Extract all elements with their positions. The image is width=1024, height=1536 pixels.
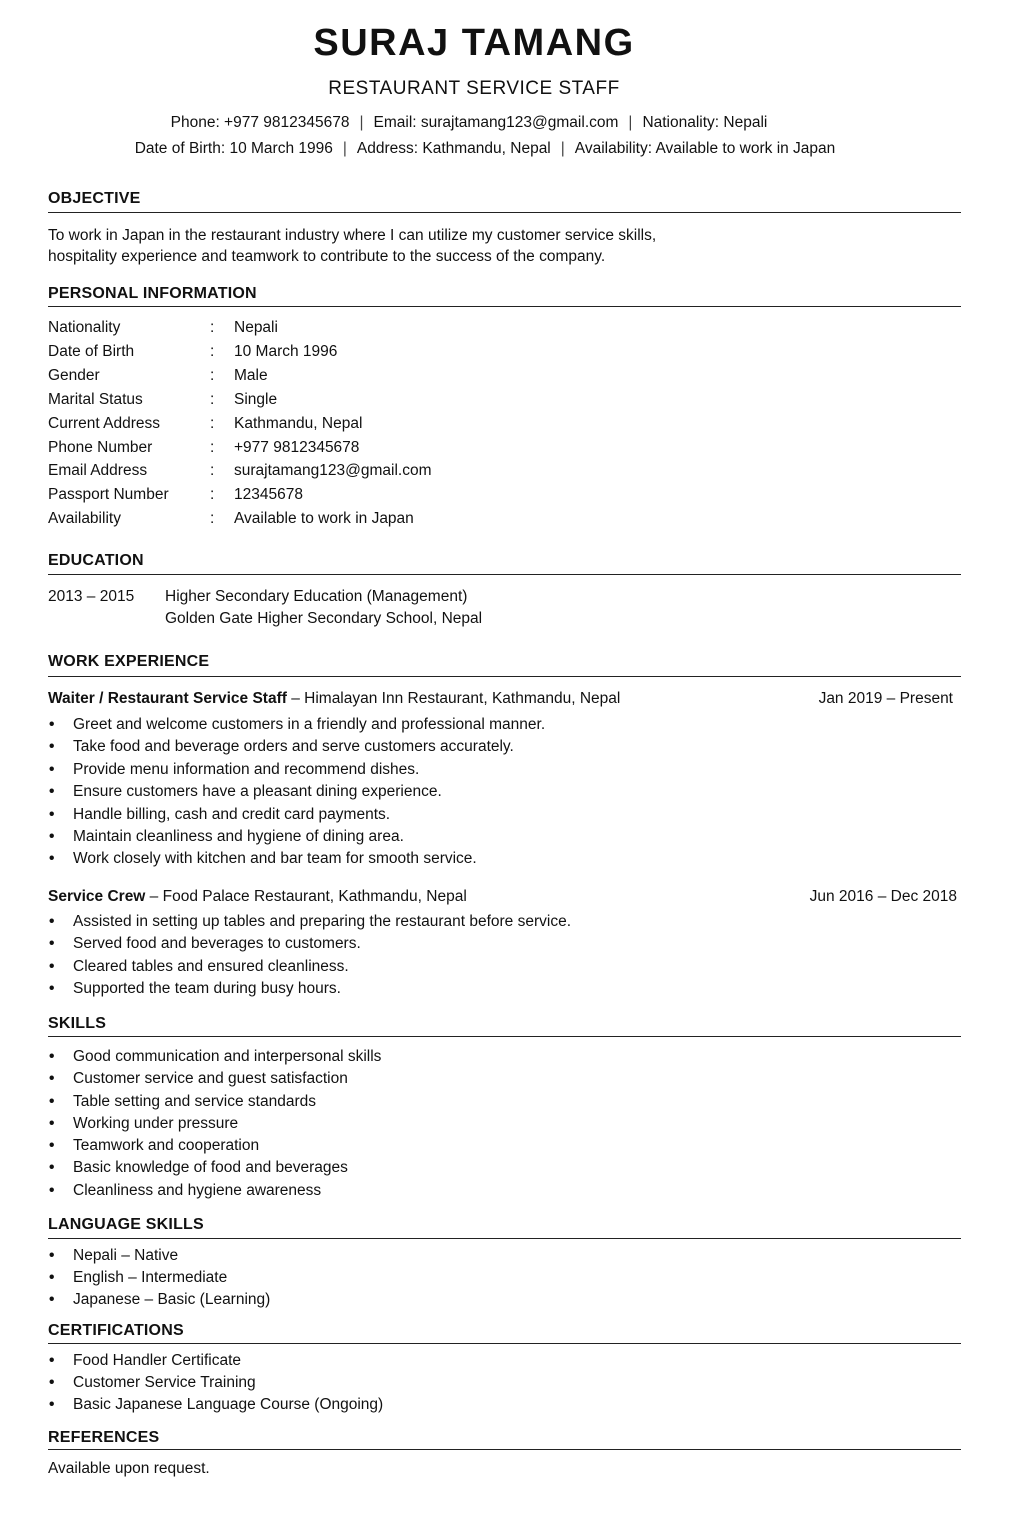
duty-item-text: Greet and welcome customers in a friendly and professional manner.: [73, 716, 546, 733]
references-heading: REFERENCES: [48, 1429, 160, 1446]
duty-item-text: Work closely with kitchen and bar team for smooth service.: [73, 850, 477, 868]
bullet-icon: •: [49, 738, 55, 756]
contact-line-1: [0, 113, 938, 133]
skill-item-text: Cleanliness and hygiene awareness: [73, 1181, 322, 1199]
personal-info-label: Nationality: [48, 319, 121, 336]
section-divider: [48, 1343, 961, 1344]
certifications-list: [48, 1350, 383, 1417]
bullet-icon: •: [49, 1269, 55, 1287]
personal-info-value: surajtamang123@gmail.com: [234, 462, 432, 479]
bullet-icon: •: [49, 980, 55, 998]
personal-info-colon: :: [210, 415, 215, 432]
skill-item: [48, 1091, 381, 1113]
section-divider: [48, 1449, 961, 1450]
duty-item-text: Take food and beverage orders and serve customers accurately.: [73, 738, 514, 756]
certification-item-text: Customer Service Training: [73, 1374, 256, 1392]
candidate-name: SURAJ TAMANG: [313, 22, 635, 64]
duty-item-text: Maintain cleanliness and hygiene of dining area.: [73, 828, 404, 846]
bullet-icon: •: [49, 935, 55, 953]
duty-item: [48, 781, 545, 803]
contact-line-2: [0, 139, 970, 159]
duty-item-text: Provide menu information and recommend dishes.: [73, 760, 420, 778]
certification-item: [48, 1394, 383, 1416]
personal-info-label: Marital Status: [48, 391, 143, 408]
separator: |: [560, 140, 565, 157]
objective-line-1: To work in Japan in the restaurant industry where I can utilize my customer service skills,: [48, 227, 657, 244]
duty-item-text: Served food and beverages to customers.: [73, 935, 361, 953]
language-item: [48, 1289, 270, 1311]
duty-item-text: Supported the team during busy hours.: [73, 980, 341, 998]
objective-line-2: hospitality experience and teamwork to contribute to the success of the company.: [48, 248, 606, 265]
bullet-icon: •: [49, 1181, 55, 1199]
objective-heading: OBJECTIVE: [48, 190, 141, 207]
skill-item: [48, 1113, 381, 1135]
duty-item: [48, 978, 571, 1000]
education-period: 2013 – 2015: [48, 588, 135, 605]
certification-item: [48, 1372, 383, 1394]
personal-info-value: Single: [234, 391, 278, 408]
personal-info-value: 10 March 1996: [234, 343, 338, 360]
job-1-dates: Jan 2019 – Present: [818, 690, 953, 707]
certification-item-text: Basic Japanese Language Course (Ongoing): [73, 1396, 384, 1414]
job-1-duties: [48, 714, 545, 871]
bullet-icon: •: [49, 760, 55, 778]
education-heading: EDUCATION: [48, 552, 144, 569]
bullet-icon: •: [49, 913, 55, 930]
separator: |: [342, 140, 347, 157]
bullet-icon: •: [49, 850, 55, 868]
personal-info-colon: :: [210, 319, 215, 336]
duty-item: [48, 956, 571, 978]
duty-item: [48, 933, 571, 955]
section-divider: [48, 574, 961, 575]
section-divider: [48, 306, 961, 307]
personal-info-colon: :: [210, 343, 215, 360]
bullet-icon: •: [49, 783, 55, 801]
skill-item: [48, 1068, 381, 1090]
bullet-icon: •: [49, 716, 55, 733]
bullet-icon: •: [49, 1048, 55, 1065]
bullet-icon: •: [49, 957, 55, 975]
personal-info-colon: :: [210, 510, 215, 527]
personal-info-colon: :: [210, 367, 215, 384]
work-experience-heading: WORK EXPERIENCE: [48, 653, 210, 670]
job-2-dates: Jun 2016 – Dec 2018: [809, 888, 957, 905]
job-2-header: [48, 887, 467, 907]
personal-info-label: Email Address: [48, 462, 148, 479]
certifications-heading: CERTIFICATIONS: [48, 1322, 184, 1339]
personal-info-value: +977 9812345678: [234, 439, 360, 456]
personal-info-value: 12345678: [234, 486, 303, 503]
bullet-icon: •: [49, 1114, 55, 1132]
skill-item: [48, 1157, 381, 1179]
personal-info-label: Gender: [48, 367, 100, 384]
personal-info-colon: :: [210, 439, 215, 456]
bullet-icon: •: [49, 828, 55, 846]
personal-info-heading: PERSONAL INFORMATION: [48, 285, 257, 302]
bullet-icon: •: [49, 805, 55, 823]
personal-info-label: Date of Birth: [48, 343, 135, 360]
personal-info-colon: :: [210, 462, 215, 479]
skill-item: [48, 1180, 381, 1202]
skills-heading: SKILLS: [48, 1015, 107, 1032]
bullet-icon: •: [49, 1247, 55, 1264]
personal-info-label: Phone Number: [48, 439, 153, 456]
skill-item-text: Customer service and guest satisfaction: [73, 1070, 348, 1088]
personal-info-colon: :: [210, 486, 215, 503]
language-item-text: Nepali – Native: [73, 1247, 179, 1264]
contact-nationality: Nationality: Nepali: [642, 114, 768, 131]
duty-item-text: Handle billing, cash and credit card payments.: [73, 805, 391, 823]
language-skills-heading: LANGUAGE SKILLS: [48, 1216, 204, 1233]
section-divider: [48, 1238, 961, 1239]
job-title: RESTAURANT SERVICE STAFF: [328, 78, 620, 99]
duty-item: [48, 714, 545, 736]
skill-item-text: Table setting and service standards: [73, 1092, 316, 1110]
contact-address: Address: Kathmandu, Nepal: [356, 140, 551, 157]
job-2-role: Service Crew: [48, 888, 146, 905]
skills-list: [48, 1046, 381, 1202]
section-divider: [48, 212, 961, 213]
separator: |: [359, 114, 364, 131]
duty-item: [48, 911, 571, 933]
duty-item-text: Ensure customers have a pleasant dining experience.: [73, 783, 442, 801]
separator: |: [628, 114, 633, 131]
skill-item: [48, 1046, 381, 1068]
skill-item: [48, 1135, 381, 1157]
section-divider: [48, 676, 961, 677]
language-item-text: English – Intermediate: [73, 1269, 228, 1287]
bullet-icon: •: [49, 1352, 55, 1369]
skill-item-text: Teamwork and cooperation: [73, 1137, 260, 1155]
contact-dob: Date of Birth: 10 March 1996: [134, 140, 333, 157]
personal-info-value: Available to work in Japan: [234, 510, 414, 527]
certification-item: [48, 1350, 383, 1372]
bullet-icon: •: [49, 1374, 55, 1392]
bullet-icon: •: [49, 1396, 55, 1414]
bullet-icon: •: [49, 1291, 55, 1309]
personal-info-label: Current Address: [48, 415, 160, 432]
personal-info-value: Male: [234, 367, 268, 384]
duty-item: [48, 826, 545, 848]
contact-phone: Phone: +977 9812345678: [170, 114, 350, 131]
skill-item-text: Working under pressure: [73, 1114, 239, 1132]
references-text: Available upon request.: [48, 1460, 210, 1477]
bullet-icon: •: [49, 1070, 55, 1088]
certification-item-text: Food Handler Certificate: [73, 1352, 241, 1369]
bullet-icon: •: [49, 1159, 55, 1177]
education-school: Golden Gate Higher Secondary School, Nepal: [165, 610, 483, 627]
bullet-icon: •: [49, 1137, 55, 1155]
language-item-text: Japanese – Basic (Learning): [73, 1291, 271, 1309]
skill-item-text: Basic knowledge of food and beverages: [73, 1159, 348, 1177]
personal-info-value: Nepali: [234, 319, 278, 336]
duty-item: [48, 848, 545, 870]
job-1-employer: – Himalayan Inn Restaurant, Kathmandu, Nepal: [286, 690, 621, 707]
language-item: [48, 1245, 270, 1267]
language-skills-list: [48, 1245, 270, 1312]
contact-availability: Availability: Available to work in Japan: [574, 140, 836, 157]
duty-item-text: Assisted in setting up tables and preparing the restaurant before service.: [73, 913, 572, 930]
personal-info-label: Availability: [48, 510, 121, 527]
education-degree: Higher Secondary Education (Management): [165, 588, 468, 605]
job-2-duties: [48, 911, 571, 1001]
job-1-role: Waiter / Restaurant Service Staff: [48, 690, 287, 707]
contact-email: Email: surajtamang123@gmail.com: [373, 114, 619, 131]
job-2-employer: – Food Palace Restaurant, Kathmandu, Nepal: [145, 888, 467, 905]
duty-item: [48, 759, 545, 781]
duty-item-text: Cleared tables and ensured cleanliness.: [73, 957, 349, 975]
job-1-header: [48, 689, 620, 709]
bullet-icon: •: [49, 1092, 55, 1110]
personal-info-label: Passport Number: [48, 486, 169, 503]
duty-item: [48, 804, 545, 826]
personal-info-colon: :: [210, 391, 215, 408]
skill-item-text: Good communication and interpersonal skills: [73, 1048, 382, 1065]
section-divider: [48, 1036, 961, 1037]
language-item: [48, 1267, 270, 1289]
duty-item: [48, 736, 545, 758]
personal-info-value: Kathmandu, Nepal: [234, 415, 363, 432]
